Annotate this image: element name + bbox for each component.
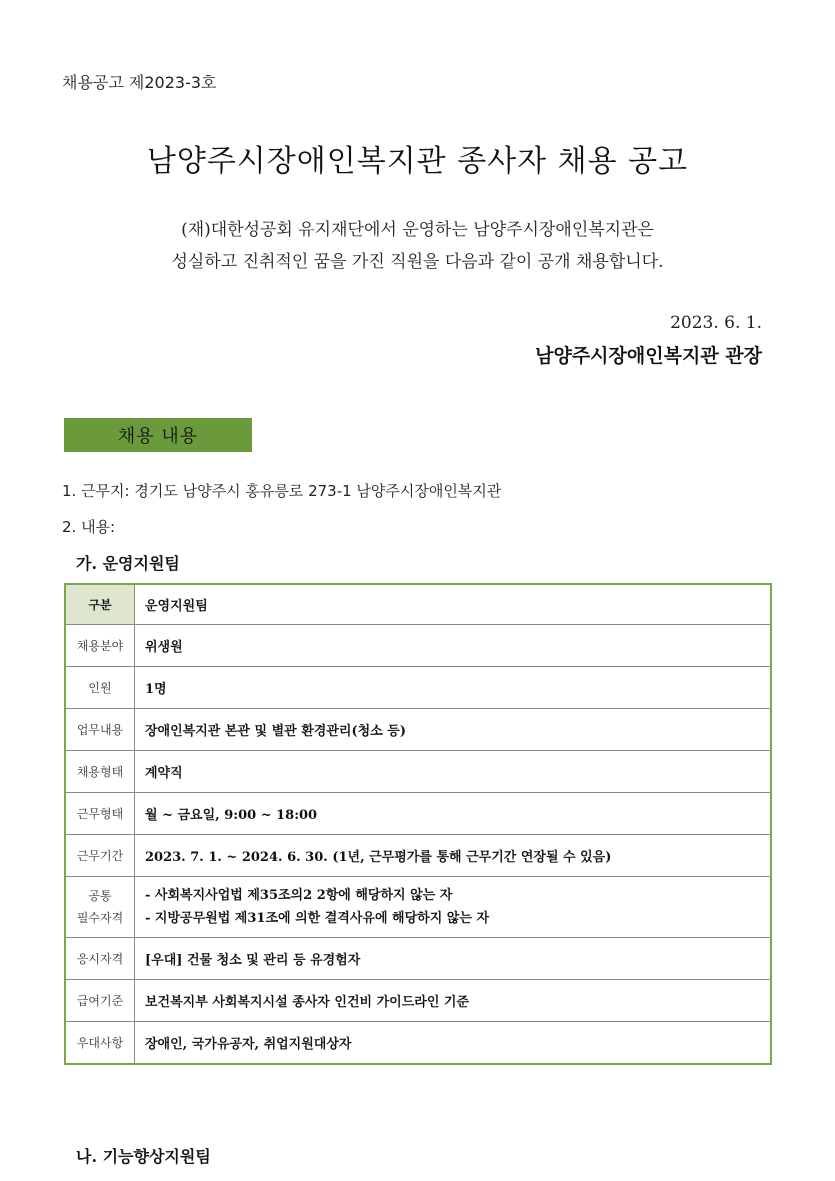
- table-row: [66, 625, 770, 667]
- row-label: 채용형태: [66, 751, 135, 793]
- row-value: 보건복지부 사회복지시설 종사자 인건비 가이드라인 기준: [135, 980, 770, 1022]
- row-label-line: 필수자격: [76, 911, 124, 925]
- table-row: [66, 877, 770, 938]
- row-value-line: - 지방공무원법 제31조에 의한 결격사유에 해당하지 않는 자: [145, 911, 490, 926]
- row-label: 채용분야: [66, 625, 135, 667]
- subheading-function-team: 나. 기능향상지원팀: [76, 1147, 211, 1166]
- row-label: 인원: [66, 667, 135, 709]
- subheading-operations-team: 가. 운영지원팀: [76, 554, 180, 573]
- table-row: [66, 793, 770, 835]
- signer: 남양주시장애인복지관 관장: [535, 345, 762, 367]
- content-item: 2. 내용:: [62, 518, 116, 536]
- job-info-table: [64, 583, 772, 1065]
- row-label: 우대사항: [66, 1022, 135, 1063]
- notice-number: 채용공고 제2023-3호: [62, 73, 217, 92]
- row-label: 구분: [66, 585, 135, 625]
- table-row: [66, 751, 770, 793]
- table-row: [66, 835, 770, 877]
- intro-line-1: (재)대한성공회 유지재단에서 운영하는 남양주시장애인복지관은: [181, 220, 654, 240]
- table-row: [66, 667, 770, 709]
- intro-paragraph: [0, 214, 835, 278]
- notice-date: 2023. 6. 1.: [670, 313, 762, 333]
- row-value: 위생원: [135, 625, 770, 667]
- table-row: [66, 938, 770, 980]
- row-value-line: - 사회복지사업법 제35조의2 2항에 해당하지 않는 자: [145, 888, 453, 903]
- row-value: 1명: [135, 667, 770, 709]
- page-title: 남양주시장애인복지관 종사자 채용 공고: [146, 144, 689, 179]
- row-label: 업무내용: [66, 709, 135, 751]
- section-badge: 채용 내용: [64, 418, 252, 452]
- table-row: [66, 585, 770, 625]
- row-value: 장애인복지관 본관 및 별관 환경관리(청소 등): [135, 709, 770, 751]
- row-label: 급여기준: [66, 980, 135, 1022]
- row-label: 응시자격: [66, 938, 135, 980]
- table-row: [66, 1022, 770, 1063]
- row-label: [66, 877, 135, 938]
- row-value: 운영지원팀: [135, 585, 770, 625]
- row-value: 계약직: [135, 751, 770, 793]
- table-row: [66, 709, 770, 751]
- row-value: [우대] 건물 청소 및 관리 등 유경험자: [135, 938, 770, 980]
- row-value: [135, 877, 770, 938]
- intro-line-2: 성실하고 진취적인 꿈을 가진 직원을 다음과 같이 공개 채용합니다.: [171, 252, 664, 272]
- row-value: 2023. 7. 1. ~ 2024. 6. 30. (1년, 근무평가를 통해 근무기간 연장될 수 있음): [135, 835, 770, 877]
- row-value: 장애인, 국가유공자, 취업지원대상자: [145, 1037, 352, 1052]
- row-label-line: 공통: [88, 889, 112, 903]
- row-label: 근무기간: [66, 835, 135, 877]
- workplace-item: 1. 근무지: 경기도 남양주시 홍유릉로 273-1 남양주시장애인복지관: [62, 482, 502, 500]
- row-value: 월 ~ 금요일, 9:00 ~ 18:00: [135, 793, 770, 835]
- table-row: [66, 980, 770, 1022]
- row-label: 근무형태: [66, 793, 135, 835]
